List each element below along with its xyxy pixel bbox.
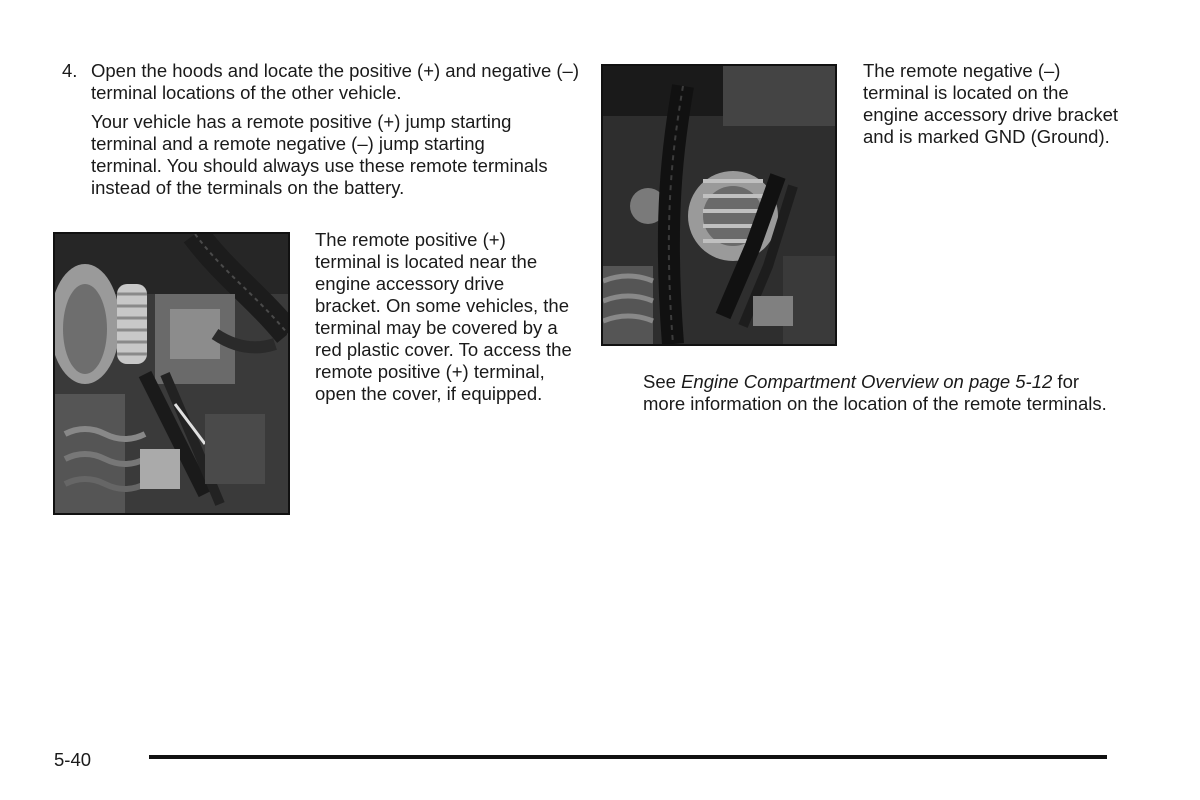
- negative-terminal-photo: [601, 64, 837, 346]
- positive-terminal-photo: [53, 232, 290, 515]
- footer-rule: [149, 755, 1107, 759]
- negative-terminal-photo-graphic: [603, 66, 835, 344]
- positive-terminal-caption: The remote positive (+) terminal is located near the engine accessory drive bracket. On some vehicles, the terminal may be covered by a red plastic cover. To access the remote positive (+) terminal, open the cover, if equipped.: [315, 229, 572, 404]
- page-number: 5-40: [54, 749, 92, 770]
- step-number: 4.: [62, 60, 78, 81]
- engine-compartment-reference-link[interactable]: Engine Compartment Overview on page 5-12: [681, 371, 1053, 392]
- see-also-paragraph: [643, 371, 1113, 415]
- positive-terminal-photo-graphic: [55, 234, 288, 513]
- see-also-prefix: See: [643, 371, 682, 392]
- step-4: [62, 60, 582, 104]
- step-text: Open the hoods and locate the positive (+) and negative (–) terminal locations of the other vehicle.: [91, 60, 580, 103]
- intro-paragraph: Your vehicle has a remote positive (+) jump starting terminal and a remote negative (–) jump starting terminal. You should always use these remote terminals instead of the terminals on the battery.: [91, 111, 548, 198]
- negative-terminal-caption: The remote negative (–) terminal is located on the engine accessory drive bracket and is marked GND (Ground).: [863, 60, 1119, 147]
- see-also-suffix: for more information on the location of the remote terminals.: [643, 371, 1107, 414]
